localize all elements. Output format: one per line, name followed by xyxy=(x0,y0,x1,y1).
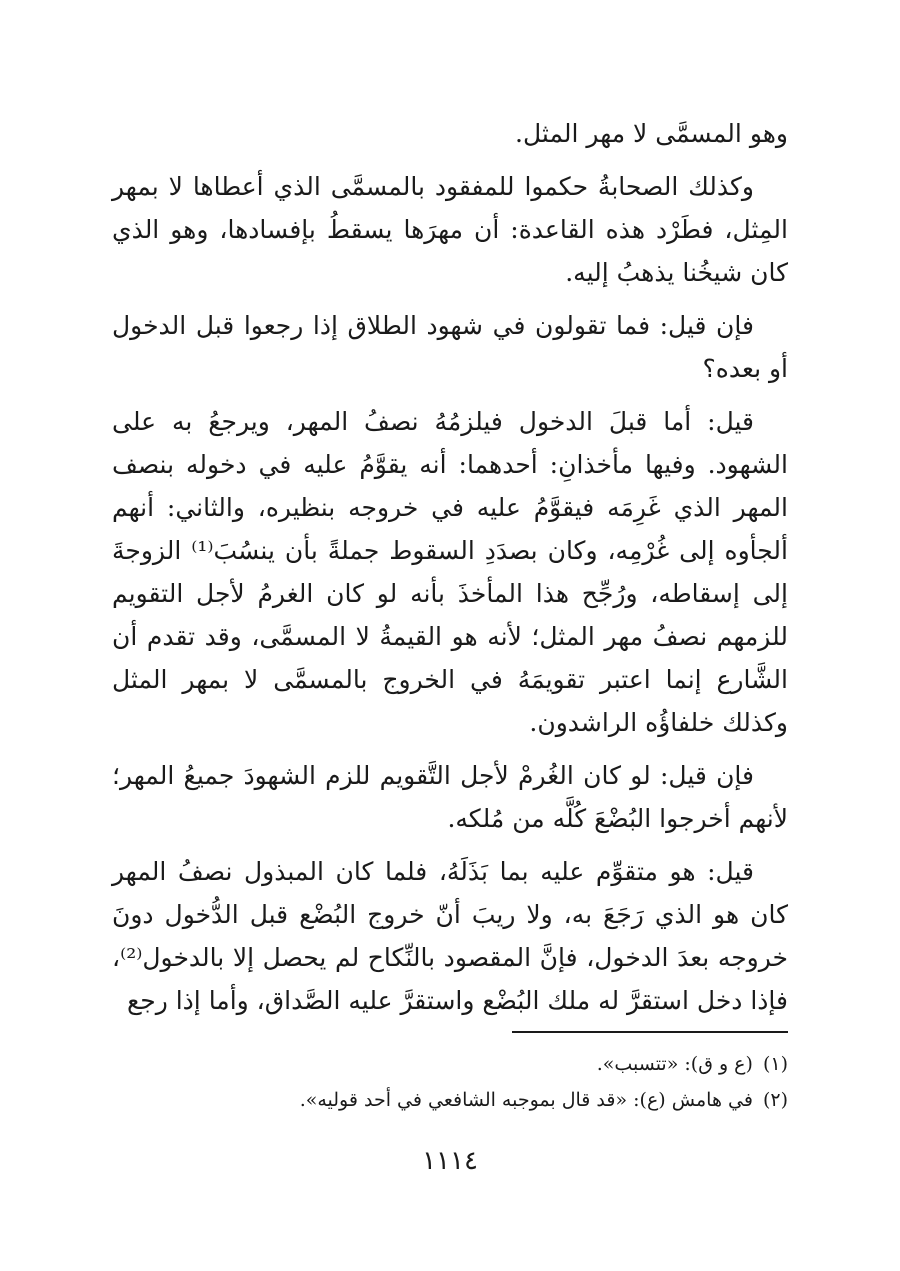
footnote-number: (١) xyxy=(762,1053,788,1075)
footnote-text: في هامش (ع): «قد قال بموجبه الشافعي في أحد قوليه». xyxy=(299,1089,753,1111)
paragraph-3: فإن قيل: فما تقولون في شهود الطلاق إذا رجعوا قبل الدخول أو بعده؟ xyxy=(112,311,788,383)
footnote-2 xyxy=(112,1082,788,1118)
footnote-1 xyxy=(112,1046,788,1082)
paragraph-2: وكذلك الصحابةُ حكموا للمفقود بالمسمَّى الذي أعطاها لا بمهر المِثل، فطَرْد هذه القاعدة: أن مهرَها يسقطُ بإفسادها، وهو الذي كان شيخُنا يذهبُ إليه. xyxy=(112,172,788,287)
footnote-separator xyxy=(512,1031,788,1033)
page-body xyxy=(112,112,788,1032)
paragraph-4: قيل: أما قبلَ الدخول فيلزمُهُ نصفُ المهر، ويرجعُ به على الشهود. وفيها مأخذانِ: أحدهما: أنه يقوَّمُ عليه في دخوله بنصف المهر الذي غَرِمَه فيقوَّمُ عليه في خروجه بنظيره، والثاني: أنهم ألجأوه إلى غُرْمِه، وكان بصدَدِ السقوط جملةً بأن ينسُبَ⁽¹⁾ الزوجةَ إلى إسقاطه، ورُجِّح هذا المأخذَ بأنه لو كان الغرمُ لأجل التقويم للزمهم نصفُ مهر المثل؛ لأنه هو القيمةُ لا المسمَّى، وقد تقدم أن الشَّارع إنما اعتبر تقويمَهُ في الخروج بالمسمَّى لا بمهر المثل وكذلك خلفاؤُه الراشدون. xyxy=(112,407,788,737)
paragraph-6: قيل: هو متقوِّم عليه بما بَذَلَهُ، فلما كان المبذول نصفُ المهر كان هو الذي رَجَعَ به، ولا ريبَ أنّ خروج البُضْع قبل الدُّخول دونَ خروجه بعدَ الدخول، فإنَّ المقصود بالنِّكاح لم يحصل إلا بالدخول⁽²⁾، فإذا دخل استقرَّ له ملك البُضْع واستقرَّ عليه الصَّداق، وأما إذا رجع xyxy=(112,857,788,1015)
page-number: ١١١٤ xyxy=(422,1146,478,1176)
footnotes xyxy=(112,1046,788,1118)
footnote-number: (٢) xyxy=(762,1089,788,1111)
paragraph-5: فإن قيل: لو كان الغُرمْ لأجل التَّقويم للزم الشهودَ جميعُ المهر؛ لأنهم أخرجوا البُضْعَ كُلَّه من مُلكه. xyxy=(112,761,788,833)
paragraph-1: وهو المسمَّى لا مهر المثل. xyxy=(515,119,788,148)
footnote-text: (ع و ق): «تتسبب». xyxy=(596,1053,753,1075)
